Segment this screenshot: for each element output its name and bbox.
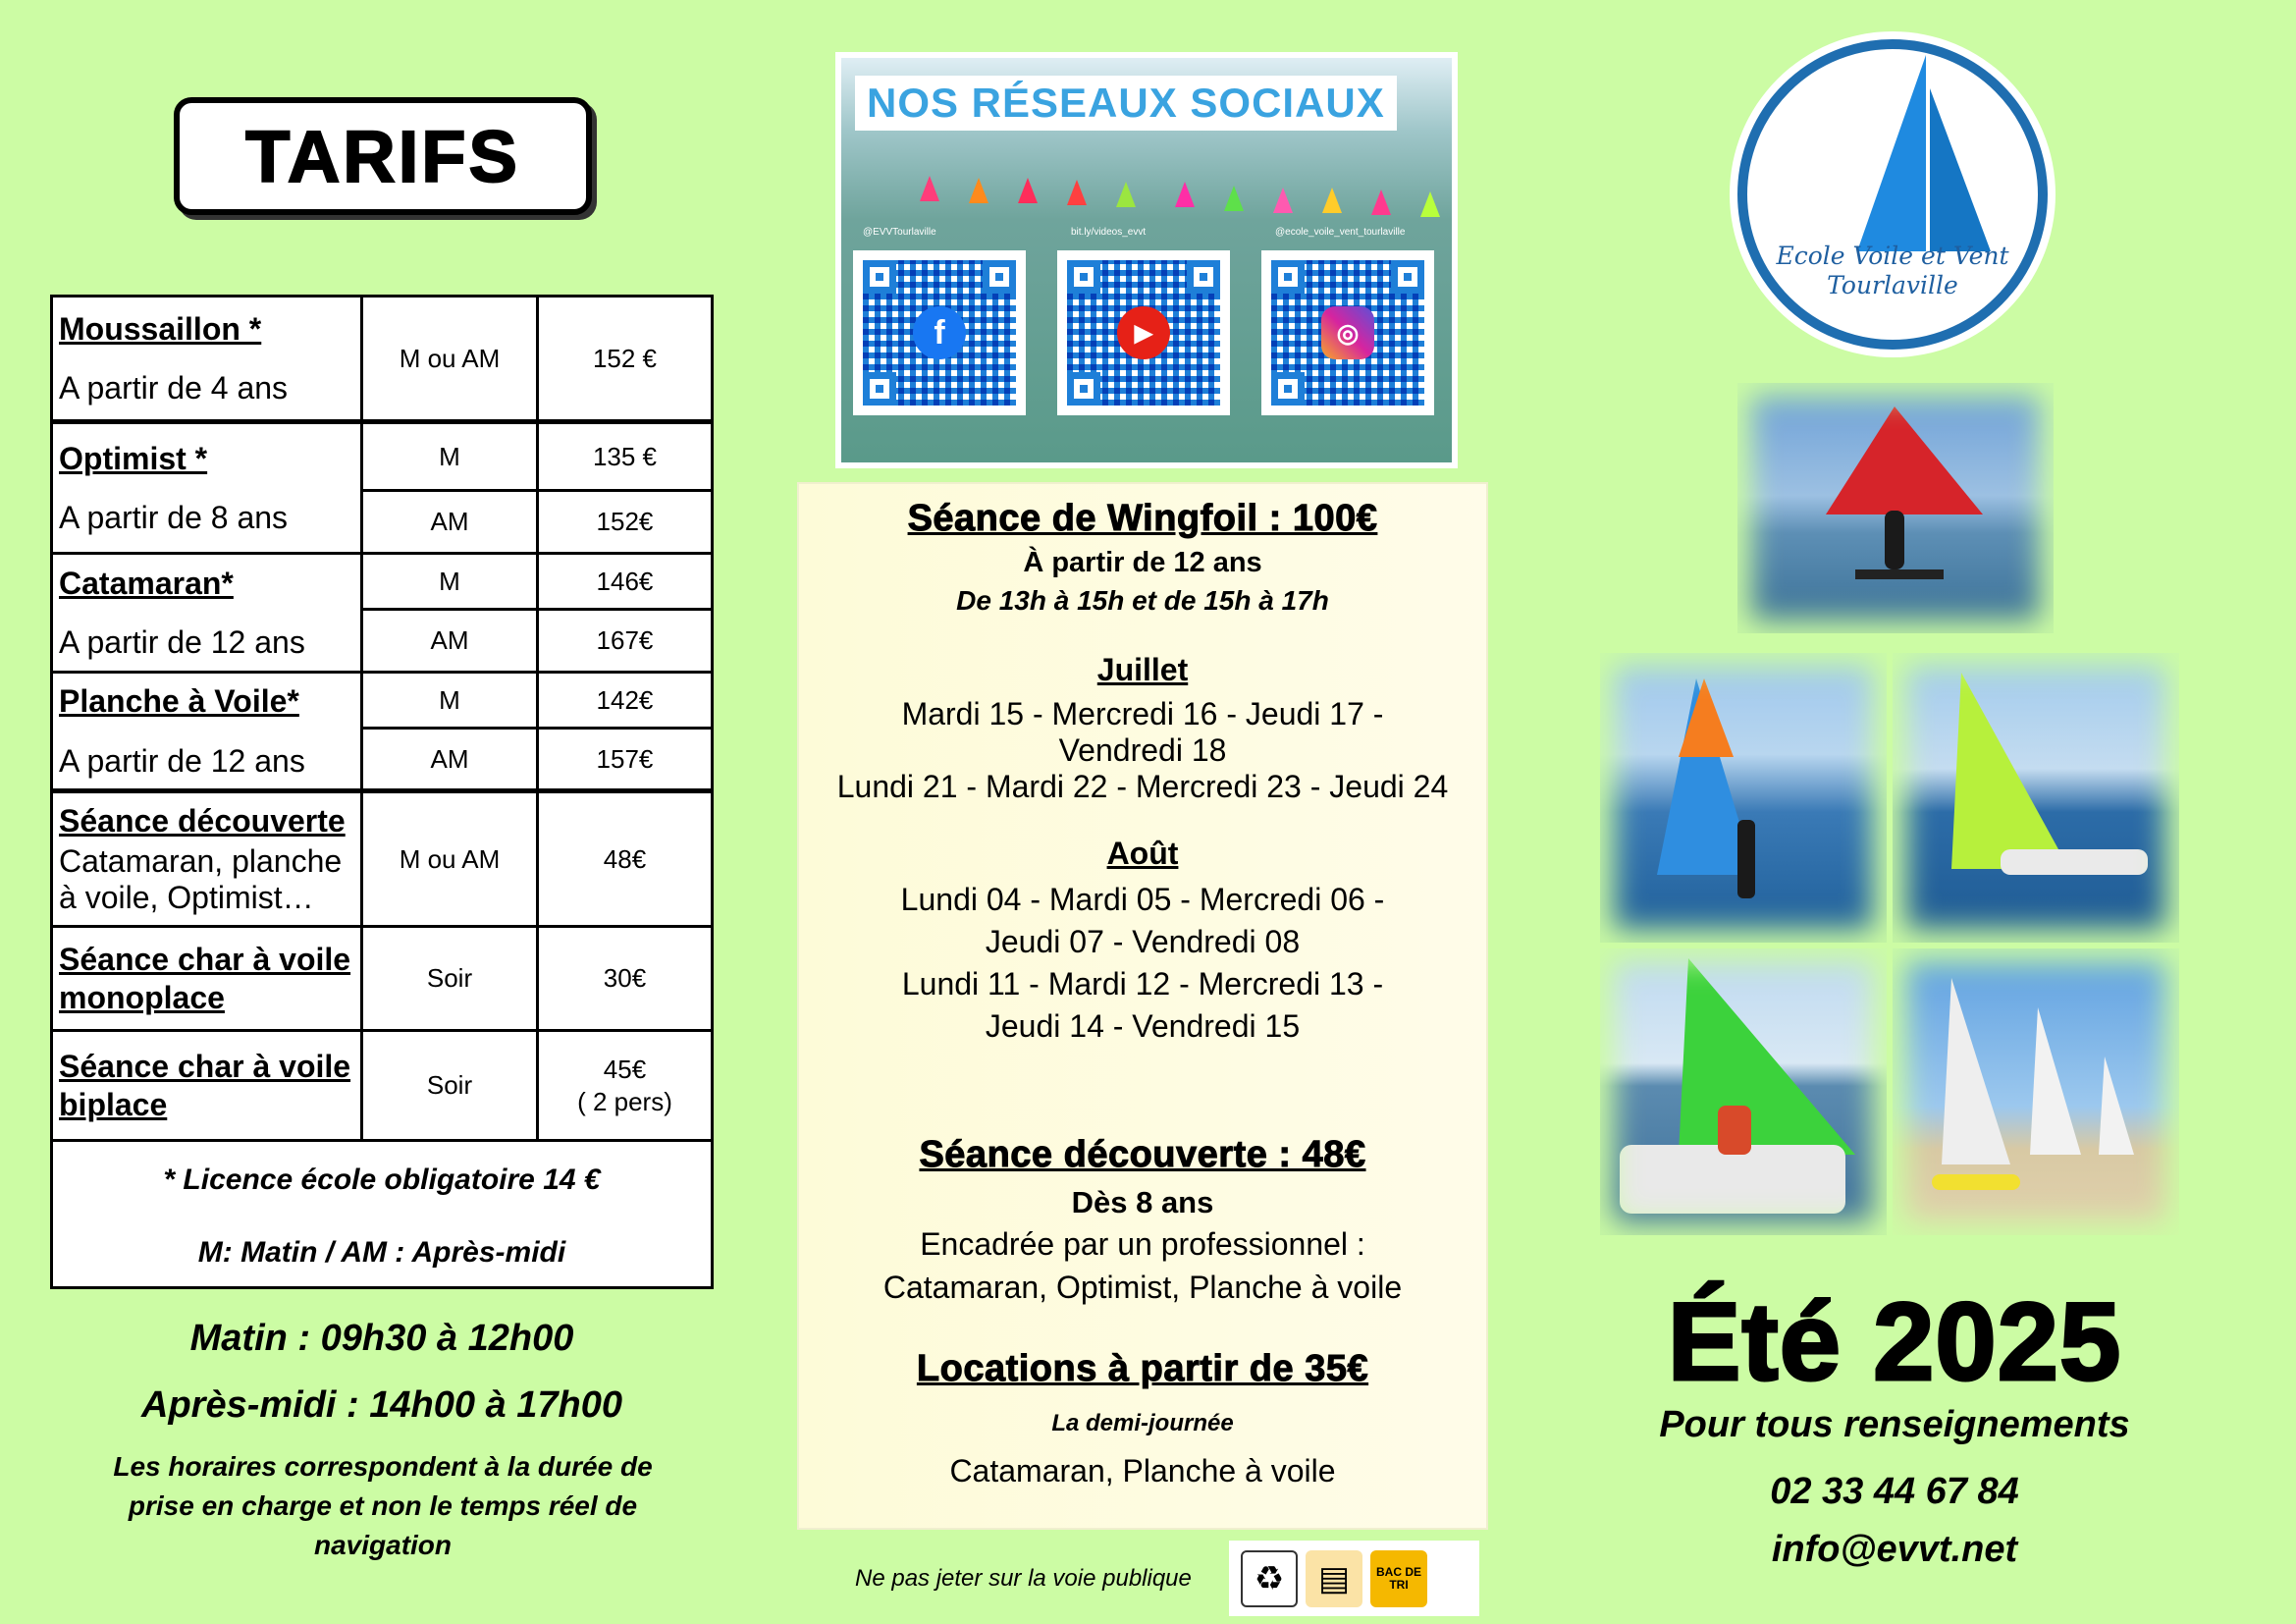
activities-info-box <box>797 482 1488 1530</box>
slot-when: AM <box>362 610 538 673</box>
locations-title: Locations à partir de 35€ <box>916 1348 1369 1389</box>
youtube-icon: ▶ <box>1117 306 1170 359</box>
product-name: Catamaran* <box>59 565 234 601</box>
triman-icon: ▤ <box>1306 1550 1362 1607</box>
sand-yacht-photo <box>1893 948 2179 1235</box>
info-label: Pour tous renseignements <box>1659 1404 2130 1445</box>
school-logo <box>1737 39 2048 350</box>
afternoon-hours: Après-midi : 14h00 à 17h00 <box>141 1384 622 1426</box>
recycling-logos <box>1229 1541 1479 1616</box>
facebook-qr-code[interactable] <box>853 250 1026 415</box>
product-age: A partir de 12 ans <box>59 624 305 660</box>
slot-price: 142€ <box>537 673 712 729</box>
slot-when: AM <box>362 729 538 791</box>
morning-hours: Matin : 09h30 à 12h00 <box>189 1318 574 1359</box>
no-littering-icon: ♻ <box>1241 1550 1298 1607</box>
slot-when: M ou AM <box>362 297 538 422</box>
catamaran-photo <box>1893 653 2179 943</box>
slot-when: AM <box>362 491 538 554</box>
slot-when: Soir <box>362 1031 538 1141</box>
no-throw-notice: Ne pas jeter sur la voie publique <box>855 1565 1192 1592</box>
table-row <box>52 673 713 729</box>
slot-price: 48€ <box>537 791 712 927</box>
slot-price: 157€ <box>537 729 712 791</box>
decouverte-desc: Encadrée par un professionnel : <box>920 1226 1365 1262</box>
product-name: Optimist * <box>59 440 208 476</box>
decouverte-title: Séance découverte : 48€ <box>919 1134 1366 1175</box>
wingfoil-title: Séance de Wingfoil : 100€ <box>907 498 1378 539</box>
instagram-handle: @ecole_voile_vent_tourlaville <box>1275 227 1406 238</box>
slot-when: M <box>362 422 538 491</box>
phone-number[interactable]: 02 33 44 67 84 <box>1770 1471 2019 1512</box>
facebook-icon: f <box>913 306 966 359</box>
youtube-qr-code[interactable] <box>1057 250 1230 415</box>
logo-text-line1: Ecole Voile et Vent <box>1776 242 2009 270</box>
social-networks-card <box>835 52 1458 468</box>
slot-price: 167€ <box>537 610 712 673</box>
tarifs-table <box>50 295 714 1289</box>
decouverte-age: Dès 8 ans <box>1071 1185 1214 1219</box>
social-title: NOS RÉSEAUX SOCIAUX <box>855 76 1397 131</box>
august-label: Août <box>1106 836 1179 871</box>
decouverte-desc: Catamaran, Optimist, Planche à voile <box>882 1270 1403 1305</box>
slot-price-sub: ( 2 pers) <box>577 1086 672 1116</box>
august-line: Lundi 04 - Mardi 05 - Mercredi 06 - <box>900 882 1385 917</box>
july-line: Vendredi 18 <box>1058 732 1227 768</box>
season-title: Été 2025 <box>1667 1280 2122 1403</box>
slot-when: M <box>362 673 538 729</box>
july-line: Mardi 15 - Mercredi 16 - Jeudi 17 - <box>901 696 1384 731</box>
logo-text-line2: Tourlaville <box>1827 271 1958 299</box>
table-footer-row <box>52 1141 713 1288</box>
wingfoil-photo <box>1737 383 2054 633</box>
product-name: Séance découverte <box>59 803 346 839</box>
instagram-icon: ◎ <box>1321 306 1374 359</box>
product-name: Planche à Voile* <box>59 683 299 720</box>
july-label: Juillet <box>1096 652 1189 687</box>
slot-price: 30€ <box>537 927 712 1031</box>
table-row <box>52 1031 713 1141</box>
windsurf-photo <box>1600 653 1887 943</box>
wingfoil-age: À partir de 12 ans <box>1023 547 1262 578</box>
slot-when: M ou AM <box>362 791 538 927</box>
product-name: Séance char à voile biplace <box>59 1049 351 1122</box>
august-line: Jeudi 07 - Vendredi 08 <box>985 924 1301 959</box>
august-line: Lundi 11 - Mardi 12 - Mercredi 13 - <box>901 966 1384 1001</box>
sail-logo-icon <box>1857 55 1926 251</box>
slot-when: M <box>362 554 538 610</box>
license-note: * Licence école obligatoire 14 € <box>163 1163 601 1196</box>
slot-price: 152€ <box>537 491 712 554</box>
july-line: Lundi 21 - Mardi 22 - Mercredi 23 - Jeudi 24 <box>836 769 1449 804</box>
product-age: A partir de 4 ans <box>59 370 289 406</box>
product-name: Moussaillon * <box>59 310 262 347</box>
locations-desc: Catamaran, Planche à voile <box>949 1453 1336 1489</box>
table-row <box>52 927 713 1031</box>
slot-price: 45€ <box>603 1055 647 1084</box>
email-link[interactable]: info@evvt.net <box>1771 1529 2018 1570</box>
facebook-handle: @EVVTourlaville <box>863 227 936 238</box>
product-age: A partir de 8 ans <box>59 500 289 535</box>
product-age: A partir de 12 ans <box>59 742 305 779</box>
youtube-handle: bit.ly/videos_evvt <box>1071 227 1147 238</box>
sorting-bin-icon: BAC DE TRI <box>1370 1550 1427 1607</box>
wingfoil-times: De 13h à 15h et de 15h à 17h <box>956 585 1329 616</box>
legend-note: M: Matin / AM : Après-midi <box>197 1235 566 1269</box>
table-row <box>52 554 713 610</box>
slot-price: 146€ <box>537 554 712 610</box>
table-row <box>52 422 713 491</box>
slot-price: 152 € <box>537 297 712 422</box>
table-row <box>52 297 713 422</box>
table-row <box>52 791 713 927</box>
instagram-qr-code[interactable] <box>1261 250 1434 415</box>
slot-when: Soir <box>362 927 538 1031</box>
slot-price: 135 € <box>537 422 712 491</box>
locations-sub: La demi-journée <box>1051 1410 1234 1436</box>
product-age: Catamaran, planche à voile, Optimist… <box>59 843 343 916</box>
august-line: Jeudi 14 - Vendredi 15 <box>985 1008 1301 1044</box>
hours-note: Les horaires correspondent à la durée de prise en charge et non le temps réel de navigation <box>113 1451 653 1560</box>
optimist-photo <box>1600 948 1887 1235</box>
tarifs-title: TARIFS <box>174 97 592 215</box>
product-name: Séance char à voile monoplace <box>59 942 351 1015</box>
